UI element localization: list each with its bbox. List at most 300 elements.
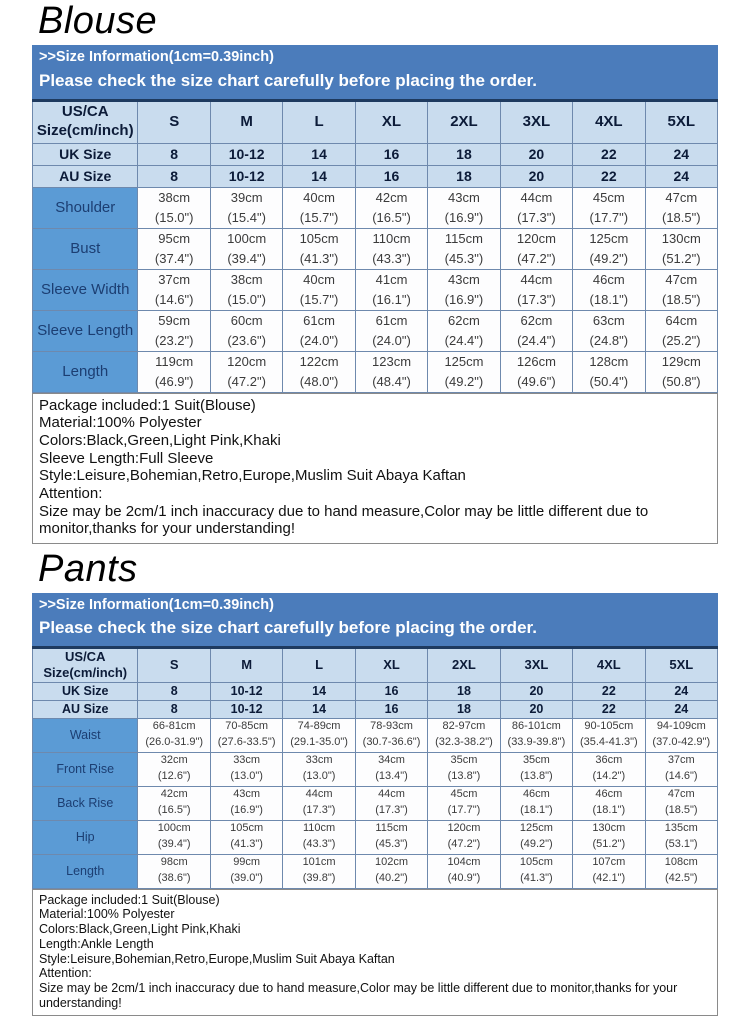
- measurement-inch-text: (17.7"): [447, 804, 481, 817]
- size-value-cell: 22: [573, 700, 645, 718]
- banner-size-info-text: >>Size Information(1cm=0.39inch): [39, 48, 274, 65]
- blouse-title: Blouse: [38, 0, 158, 42]
- size-value-cell: 14: [283, 165, 355, 187]
- measurement-cm-text: 105cm: [519, 856, 553, 869]
- measurement-value-cell: [500, 786, 572, 820]
- size-value-cell: 18: [428, 682, 500, 700]
- pants-size-info-banner: [32, 593, 718, 646]
- measurement-value-cell: [645, 786, 717, 820]
- measurement-value-cell: [283, 718, 355, 752]
- measurement-value-cell: [355, 752, 427, 786]
- measurement-cm-text: 62cm: [520, 313, 553, 329]
- note-line: Attention:: [39, 966, 92, 981]
- measurement-value-cell: [355, 269, 427, 310]
- measurement-value-cell: [428, 187, 500, 228]
- measurement-cm-text: 47cm: [665, 190, 698, 206]
- size-value-cell: 14: [283, 700, 355, 718]
- measurement-cm-text: 102cm: [375, 856, 409, 869]
- measurement-inch-text: (25.2"): [661, 332, 701, 348]
- measurement-cm-text: 123cm: [372, 354, 412, 370]
- measurement-inch-text: (49.6"): [517, 373, 556, 389]
- measurement-cm-text: 43cm: [448, 190, 480, 206]
- measurement-row: [33, 228, 718, 269]
- measurement-cm-text: 86-101cm: [511, 720, 561, 733]
- measurement-cm-text: 59cm: [158, 313, 191, 329]
- measurement-inch-text: (15.7"): [299, 209, 339, 225]
- size-header-cell: 4XL: [573, 647, 645, 682]
- size-header-cell: S: [138, 100, 210, 143]
- measurement-inch-text: (40.9"): [447, 872, 481, 885]
- measurement-value-cell: [283, 820, 355, 854]
- measurement-row: [33, 718, 718, 752]
- measurement-value-cell: [138, 854, 210, 888]
- size-header-cell: 5XL: [645, 100, 717, 143]
- measurement-cm-text: 35cm: [450, 754, 478, 767]
- measurement-cm-text: 32cm: [160, 754, 188, 767]
- measurement-value-cell: [500, 310, 572, 351]
- measurement-value-cell: [355, 228, 427, 269]
- measurement-inch-text: (42.5"): [664, 872, 698, 885]
- measurement-value-cell: [138, 786, 210, 820]
- measurement-inch-text: (39.8"): [302, 872, 336, 885]
- measurement-cm-text: 128cm: [589, 354, 629, 370]
- pants-notes-block: [32, 889, 718, 1016]
- size-value-cell: 14: [283, 143, 355, 165]
- measurement-inch-text: (14.2"): [592, 770, 626, 783]
- measurement-inch-text: (24.4"): [444, 332, 484, 348]
- measurement-cm-text: 36cm: [595, 754, 623, 767]
- measurement-value-cell: [283, 351, 355, 392]
- measurement-cm-text: 94-109cm: [656, 720, 706, 733]
- measurement-inch-text: (30.7-36.6"): [362, 736, 421, 749]
- measurement-value-cell: [283, 854, 355, 888]
- measurement-cm-text: 38cm: [158, 190, 191, 206]
- measurement-inch-text: (37.4"): [154, 250, 194, 266]
- measurement-row: [33, 752, 718, 786]
- size-value-cell: 16: [355, 143, 427, 165]
- measurement-row: [33, 351, 718, 392]
- measurement-inch-text: (43.3"): [302, 838, 336, 851]
- measurement-value-cell: [573, 786, 645, 820]
- measurement-inch-text: (50.4"): [589, 373, 629, 389]
- measurement-cm-text: 108cm: [664, 856, 698, 869]
- measurement-inch-text: (51.2"): [592, 838, 626, 851]
- measurement-cm-text: 37cm: [158, 272, 191, 288]
- measurement-row: [33, 854, 718, 888]
- measurement-cm-text: 105cm: [299, 231, 339, 247]
- measurement-cm-text: 33cm: [305, 754, 333, 767]
- measurement-label-cell: Waist: [33, 718, 138, 752]
- measurement-inch-text: (18.5"): [661, 291, 701, 307]
- row-label-cell: UK Size: [33, 682, 138, 700]
- measurement-inch-text: (26.0-31.9"): [145, 736, 204, 749]
- measurement-cm-text: 45cm: [592, 190, 625, 206]
- measurement-inch-text: (18.5"): [661, 209, 701, 225]
- note-line: Package included:1 Suit(Blouse): [39, 396, 256, 414]
- size-header-cell: M: [210, 100, 282, 143]
- measurement-value-cell: [428, 752, 500, 786]
- measurement-value-cell: [355, 310, 427, 351]
- measurement-cm-text: 37cm: [667, 754, 695, 767]
- measurement-value-cell: [428, 351, 500, 392]
- measurement-inch-text: (49.2"): [520, 838, 553, 851]
- size-header-cell: 5XL: [645, 647, 717, 682]
- measurement-cm-text: 125cm: [519, 822, 553, 835]
- measurement-value-cell: [573, 269, 645, 310]
- measurement-cm-text: 44cm: [378, 788, 405, 801]
- measurement-inch-text: (13.8"): [520, 770, 553, 783]
- size-value-cell: 10-12: [210, 682, 282, 700]
- measurement-label-cell: Front Rise: [33, 752, 138, 786]
- measurement-cm-text: 62cm: [448, 313, 480, 329]
- size-value-cell: 20: [500, 165, 572, 187]
- size-header-cell: 3XL: [500, 647, 572, 682]
- measurement-value-cell: [138, 228, 210, 269]
- size-value-cell: 18: [428, 143, 500, 165]
- measurement-cm-text: 120cm: [516, 231, 556, 247]
- size-value-cell: 24: [645, 143, 717, 165]
- measurement-inch-text: (13.4"): [375, 770, 408, 783]
- measurement-value-cell: [138, 718, 210, 752]
- size-header-cell: L: [283, 647, 355, 682]
- measurement-inch-text: (18.5"): [664, 804, 698, 817]
- measurement-cm-text: 100cm: [157, 822, 191, 835]
- size-header-cell: 2XL: [428, 647, 500, 682]
- measurement-inch-text: (15.4"): [227, 209, 266, 225]
- measurement-cm-text: 125cm: [589, 231, 629, 247]
- measurement-cm-text: 40cm: [303, 272, 335, 288]
- measurement-inch-text: (24.0"): [372, 332, 411, 348]
- note-line: Material:100% Polyester: [39, 414, 202, 432]
- measurement-value-cell: [210, 752, 282, 786]
- measurement-inch-text: (16.5"): [372, 209, 411, 225]
- measurement-inch-text: (16.5"): [157, 804, 191, 817]
- row-label-cell: AU Size: [33, 700, 138, 718]
- pants-title: Pants: [38, 548, 138, 591]
- measurement-cm-text: 35cm: [522, 754, 550, 767]
- measurement-cm-text: 105cm: [230, 822, 264, 835]
- measurement-label-cell: Length: [33, 351, 138, 392]
- measurement-value-cell: [573, 820, 645, 854]
- measurement-value-cell: [210, 854, 282, 888]
- note-line: Style:Leisure,Bohemian,Retro,Europe,Muslim Suit Abaya Kaftan: [39, 951, 395, 966]
- measurement-label-cell: Hip: [33, 820, 138, 854]
- size-header-cell: 3XL: [500, 100, 572, 143]
- measurement-value-cell: [500, 351, 572, 392]
- size-value-cell: 20: [500, 143, 572, 165]
- measurement-cm-text: 61cm: [303, 313, 335, 329]
- measurement-label-cell: Shoulder: [33, 187, 138, 228]
- measurement-value-cell: [283, 310, 355, 351]
- measurement-value-cell: [138, 187, 210, 228]
- measurement-inch-text: (49.2"): [589, 250, 629, 266]
- measurement-cm-text: 115cm: [375, 822, 408, 835]
- size-header-cell: L: [283, 100, 355, 143]
- measurement-inch-text: (40.2"): [375, 872, 408, 885]
- banner-check-notice-text: Please check the size chart carefully before placing the order.: [39, 70, 537, 90]
- measurement-row: [33, 269, 718, 310]
- measurement-cm-text: 66-81cm: [152, 720, 196, 733]
- measurement-inch-text: (39.0"): [230, 872, 263, 885]
- size-header-cell: S: [138, 647, 210, 682]
- table-header-row: [33, 647, 718, 682]
- measurement-label-cell: Sleeve Length: [33, 310, 138, 351]
- measurement-value-cell: [500, 718, 572, 752]
- measurement-inch-text: (17.3"): [375, 804, 408, 817]
- measurement-value-cell: [500, 187, 572, 228]
- banner-size-info-text: >>Size Information(1cm=0.39inch): [39, 596, 274, 613]
- size-chart-page: [32, 0, 718, 1016]
- measurement-cm-text: 122cm: [299, 354, 339, 370]
- size-value-cell: 24: [645, 682, 717, 700]
- measurement-inch-text: (32.3-38.2"): [435, 736, 493, 749]
- measurement-cm-text: 40cm: [303, 190, 335, 206]
- measurement-value-cell: [500, 228, 572, 269]
- measurement-value-cell: [645, 228, 717, 269]
- note-line: Attention:: [39, 484, 103, 502]
- note-line: Size may be 2cm/1 inch inaccuracy due to hand measure,Color may be little different due to monitor,thanks for your understanding!: [39, 981, 678, 1010]
- measurement-inch-text: (43.3"): [372, 250, 411, 266]
- measurement-inch-text: (29.1-35.0"): [290, 736, 348, 749]
- measurement-inch-text: (15.0"): [227, 291, 266, 307]
- blouse-notes-block: [32, 393, 718, 545]
- measurement-value-cell: [138, 310, 210, 351]
- measurement-cm-text: 119cm: [155, 354, 194, 370]
- measurement-inch-text: (16.1"): [372, 291, 411, 307]
- measurement-value-cell: [645, 718, 717, 752]
- measurement-value-cell: [138, 752, 210, 786]
- size-value-cell: 16: [355, 165, 427, 187]
- measurement-value-cell: [573, 854, 645, 888]
- measurement-cm-text: 42cm: [160, 788, 188, 801]
- size-value-cell: 22: [573, 143, 645, 165]
- note-line: Colors:Black,Green,Light Pink,Khaki: [39, 922, 241, 937]
- measurement-value-cell: [500, 269, 572, 310]
- size-value-cell: 8: [138, 700, 210, 718]
- measurement-cm-text: 99cm: [233, 856, 261, 869]
- measurement-value-cell: [428, 310, 500, 351]
- measurement-cm-text: 125cm: [444, 354, 484, 370]
- measurement-cm-text: 44cm: [520, 272, 553, 288]
- size-header-cell: M: [210, 647, 282, 682]
- measurement-inch-text: (18.1"): [589, 291, 629, 307]
- size-value-cell: 14: [283, 682, 355, 700]
- size-value-cell: 8: [138, 682, 210, 700]
- measurement-inch-text: (47.2"): [227, 373, 266, 389]
- measurement-inch-text: (38.6"): [157, 872, 191, 885]
- measurement-cm-text: 135cm: [664, 822, 698, 835]
- measurement-cm-text: 34cm: [378, 754, 405, 767]
- measurement-inch-text: (14.6"): [154, 291, 194, 307]
- measurement-cm-text: 63cm: [592, 313, 625, 329]
- measurement-cm-text: 44cm: [520, 190, 553, 206]
- measurement-value-cell: [138, 269, 210, 310]
- note-line: Sleeve Length:Full Sleeve: [39, 449, 214, 467]
- measurement-value-cell: [210, 718, 282, 752]
- size-value-cell: 24: [645, 165, 717, 187]
- measurement-row: [33, 786, 718, 820]
- note-line: Style:Leisure,Bohemian,Retro,Europe,Muslim Suit Abaya Kaftan: [39, 467, 466, 485]
- size-value-cell: 16: [355, 682, 427, 700]
- measurement-value-cell: [210, 351, 282, 392]
- measurement-inch-text: (35.4-41.3"): [579, 736, 638, 749]
- region-size-row: [33, 682, 718, 700]
- measurement-cm-text: 98cm: [160, 856, 188, 869]
- measurement-value-cell: [428, 228, 500, 269]
- measurement-cm-text: 90-105cm: [584, 720, 634, 733]
- measurement-value-cell: [210, 269, 282, 310]
- measurement-label-cell: Sleeve Width: [33, 269, 138, 310]
- pants-section: [32, 550, 718, 1016]
- measurement-inch-text: (13.0"): [230, 770, 263, 783]
- measurement-value-cell: [573, 228, 645, 269]
- measurement-inch-text: (45.3"): [375, 838, 408, 851]
- measurement-value-cell: [283, 786, 355, 820]
- size-header-cell: XL: [355, 647, 427, 682]
- measurement-inch-text: (37.0-42.9"): [652, 736, 711, 749]
- measurement-cm-text: 110cm: [302, 822, 336, 835]
- measurement-cm-text: 126cm: [516, 354, 556, 370]
- measurement-inch-text: (45.3"): [444, 250, 484, 266]
- region-size-row: [33, 143, 718, 165]
- measurement-inch-text: (15.0"): [154, 209, 194, 225]
- measurement-cm-text: 70-85cm: [225, 720, 269, 733]
- measurement-inch-text: (13.0"): [302, 770, 336, 783]
- measurement-inch-text: (24.8"): [589, 332, 629, 348]
- measurement-value-cell: [573, 351, 645, 392]
- region-size-row: [33, 165, 718, 187]
- measurement-inch-text: (18.1"): [520, 804, 553, 817]
- measurement-cm-text: 107cm: [592, 856, 626, 869]
- banner-check-notice-text: Please check the size chart carefully before placing the order.: [39, 617, 537, 637]
- measurement-value-cell: [355, 351, 427, 392]
- note-line: Length:Ankle Length: [39, 936, 154, 951]
- measurement-cm-text: 39cm: [230, 190, 263, 206]
- measurement-cm-text: 43cm: [448, 272, 480, 288]
- measurement-inch-text: (41.3"): [520, 872, 553, 885]
- blouse-section: [32, 2, 718, 544]
- measurement-inch-text: (16.9"): [444, 209, 484, 225]
- corner-header-cell: US/CA Size(cm/inch): [33, 100, 138, 143]
- measurement-inch-text: (17.7"): [589, 209, 629, 225]
- measurement-value-cell: [210, 786, 282, 820]
- measurement-cm-text: 60cm: [230, 313, 263, 329]
- measurement-value-cell: [645, 854, 717, 888]
- measurement-inch-text: (24.4"): [517, 332, 556, 348]
- measurement-cm-text: 47cm: [665, 272, 698, 288]
- measurement-cm-text: 42cm: [375, 190, 408, 206]
- measurement-inch-text: (14.6"): [664, 770, 698, 783]
- blouse-size-table: [32, 99, 718, 393]
- measurement-inch-text: (17.3"): [517, 209, 556, 225]
- measurement-cm-text: 100cm: [227, 231, 267, 247]
- measurement-value-cell: [428, 269, 500, 310]
- measurement-cm-text: 120cm: [227, 354, 267, 370]
- size-value-cell: 22: [573, 165, 645, 187]
- measurement-inch-text: (12.6"): [157, 770, 191, 783]
- measurement-cm-text: 82-97cm: [442, 720, 486, 733]
- measurement-cm-text: 110cm: [372, 231, 411, 247]
- size-value-cell: 24: [645, 700, 717, 718]
- size-value-cell: 18: [428, 165, 500, 187]
- measurement-inch-text: (51.2"): [661, 250, 701, 266]
- measurement-value-cell: [283, 228, 355, 269]
- measurement-value-cell: [355, 786, 427, 820]
- measurement-cm-text: 43cm: [233, 788, 261, 801]
- size-value-cell: 18: [428, 700, 500, 718]
- measurement-inch-text: (16.9"): [230, 804, 263, 817]
- measurement-cm-text: 38cm: [230, 272, 263, 288]
- measurement-value-cell: [283, 269, 355, 310]
- size-value-cell: 8: [138, 143, 210, 165]
- measurement-inch-text: (24.0"): [299, 332, 339, 348]
- size-value-cell: 22: [573, 682, 645, 700]
- measurement-value-cell: [645, 820, 717, 854]
- measurement-value-cell: [210, 310, 282, 351]
- size-value-cell: 10-12: [210, 700, 282, 718]
- measurement-cm-text: 41cm: [375, 272, 408, 288]
- measurement-inch-text: (39.4"): [227, 250, 266, 266]
- size-value-cell: 20: [500, 700, 572, 718]
- measurement-cm-text: 64cm: [665, 313, 698, 329]
- measurement-inch-text: (42.1"): [592, 872, 626, 885]
- pants-size-table: [32, 646, 718, 889]
- measurement-value-cell: [138, 820, 210, 854]
- size-value-cell: 10-12: [210, 143, 282, 165]
- measurement-value-cell: [355, 854, 427, 888]
- measurement-inch-text: (41.3"): [299, 250, 339, 266]
- measurement-inch-text: (53.1"): [664, 838, 698, 851]
- measurement-value-cell: [283, 187, 355, 228]
- measurement-value-cell: [645, 752, 717, 786]
- measurement-inch-text: (27.6-33.5"): [217, 736, 276, 749]
- measurement-inch-text: (47.2"): [517, 250, 556, 266]
- measurement-inch-text: (23.2"): [154, 332, 194, 348]
- measurement-inch-text: (47.2"): [447, 838, 481, 851]
- measurement-row: [33, 310, 718, 351]
- measurement-inch-text: (48.4"): [372, 373, 411, 389]
- measurement-inch-text: (41.3"): [230, 838, 263, 851]
- measurement-value-cell: [645, 187, 717, 228]
- measurement-value-cell: [355, 187, 427, 228]
- measurement-inch-text: (33.9-39.8"): [507, 736, 566, 749]
- measurement-value-cell: [210, 187, 282, 228]
- measurement-value-cell: [283, 752, 355, 786]
- measurement-value-cell: [500, 854, 572, 888]
- measurement-value-cell: [428, 854, 500, 888]
- size-header-cell: XL: [355, 100, 427, 143]
- measurement-row: [33, 820, 718, 854]
- measurement-inch-text: (17.3"): [302, 804, 336, 817]
- measurement-inch-text: (23.6"): [227, 332, 266, 348]
- measurement-inch-text: (46.9"): [154, 373, 194, 389]
- measurement-inch-text: (13.8"): [447, 770, 481, 783]
- measurement-cm-text: 46cm: [522, 788, 550, 801]
- note-line: Colors:Black,Green,Light Pink,Khaki: [39, 431, 281, 449]
- measurement-value-cell: [210, 228, 282, 269]
- measurement-inch-text: (17.3"): [517, 291, 556, 307]
- note-line: Material:100% Polyester: [39, 907, 175, 922]
- measurement-cm-text: 61cm: [375, 313, 408, 329]
- note-line: Size may be 2cm/1 inch inaccuracy due to hand measure,Color may be little different due to monitor,thanks for your understanding!: [39, 502, 649, 538]
- measurement-cm-text: 45cm: [450, 788, 478, 801]
- row-label-cell: AU Size: [33, 165, 138, 187]
- measurement-inch-text: (18.1"): [592, 804, 626, 817]
- measurement-value-cell: [428, 718, 500, 752]
- measurement-value-cell: [355, 718, 427, 752]
- measurement-cm-text: 46cm: [595, 788, 623, 801]
- measurement-cm-text: 46cm: [592, 272, 625, 288]
